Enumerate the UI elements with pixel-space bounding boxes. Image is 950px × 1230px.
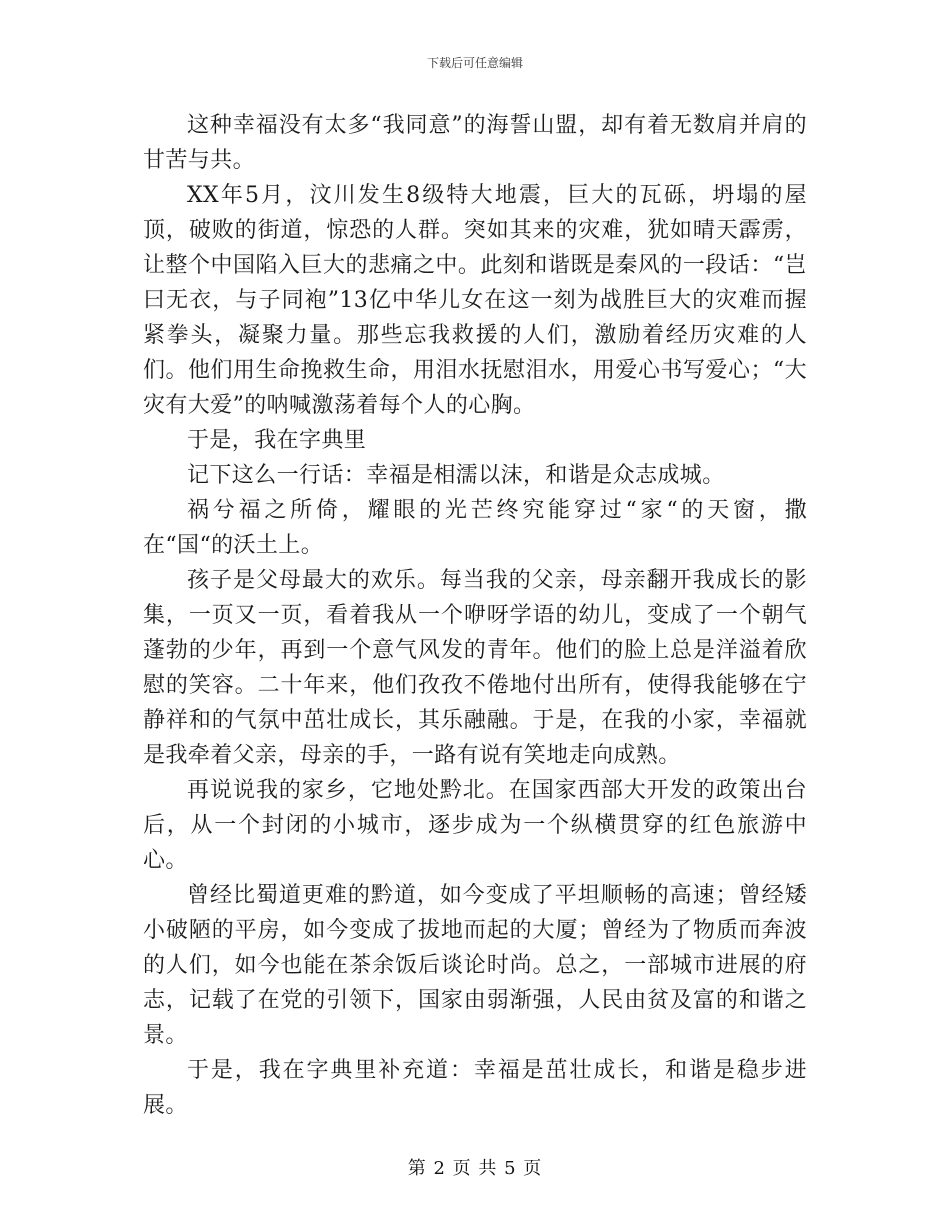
- paragraph-4: 记下这么一行话：幸福是相濡以沫，和谐是众志成城。: [187, 463, 725, 488]
- paragraph-5: 祸兮福之所倚，耀眼的光芒终究能穿过“家“的天窗，撒在“国“的沃土上。: [143, 498, 807, 558]
- paragraph-2: XX年5月，汶川发生8级特大地震，巨大的瓦砾，坍塌的屋顶，破败的街道，惊恐的人群。突如其来的灾难，犹如晴天霹雳，让整个中国陷入巨大的悲痛之中。此刻和谐既是秦风的一段话：“岂曰无衣，与子同袍”13亿中华儿女在这一刻为战胜巨大的灾难而握紧拳头，凝聚力量。那些忘我救援的人们，激励着经历灾难的人们。他们用生命挽救生命，用泪水抚慰泪水，用爱心书写爱心；“大灾有大爱”的呐喊激荡着每个人的心胸。: [143, 183, 807, 418]
- paragraph-3: 于是，我在字典里: [187, 428, 367, 453]
- paragraph-9: 于是，我在字典里补充道：幸福是茁壮成长，和谐是稳步进展。: [143, 1058, 807, 1118]
- paragraph-6: 孩子是父母最大的欢乐。每当我的父亲，母亲翻开我成长的影集，一页又一页，看着我从一个咿呀学语的幼儿，变成了一个朝气蓬勃的少年，再到一个意气风发的青年。他们的脸上总是洋溢着欣慰的笑容。二十年来，他们孜孜不倦地付出所有，使得我能够在宁静祥和的气氛中茁壮成长，其乐融融。于是，在我的小家，幸福就是我牵着父亲，母亲的手，一路有说有笑地走向成熟。: [143, 568, 807, 768]
- page-header-note: 下载后可任意编辑: [426, 56, 523, 70]
- document-body: [143, 108, 807, 1123]
- paragraph-7: 再说说我的家乡，它地处黔北。在国家西部大开发的政策出台后，从一个封闭的小城市，逐步成为一个纵横贯穿的红色旅游中心。: [143, 778, 807, 873]
- paragraph-1: 这种幸福没有太多“我同意”的海誓山盟，却有着无数肩并肩的甘苦与共。: [143, 113, 807, 173]
- paragraph-8: 曾经比蜀道更难的黔道，如今变成了平坦顺畅的高速；曾经矮小破陋的平房，如今变成了拔地而起的大厦；曾经为了物质而奔波的人们，如今也能在茶余饭后谈论时尚。总之，一部城市进展的府志，记载了在党的引领下，国家由弱渐强，人民由贫及富的和谐之景。: [143, 883, 807, 1048]
- page-number-footer: 第 2 页 共 5 页: [407, 1158, 543, 1179]
